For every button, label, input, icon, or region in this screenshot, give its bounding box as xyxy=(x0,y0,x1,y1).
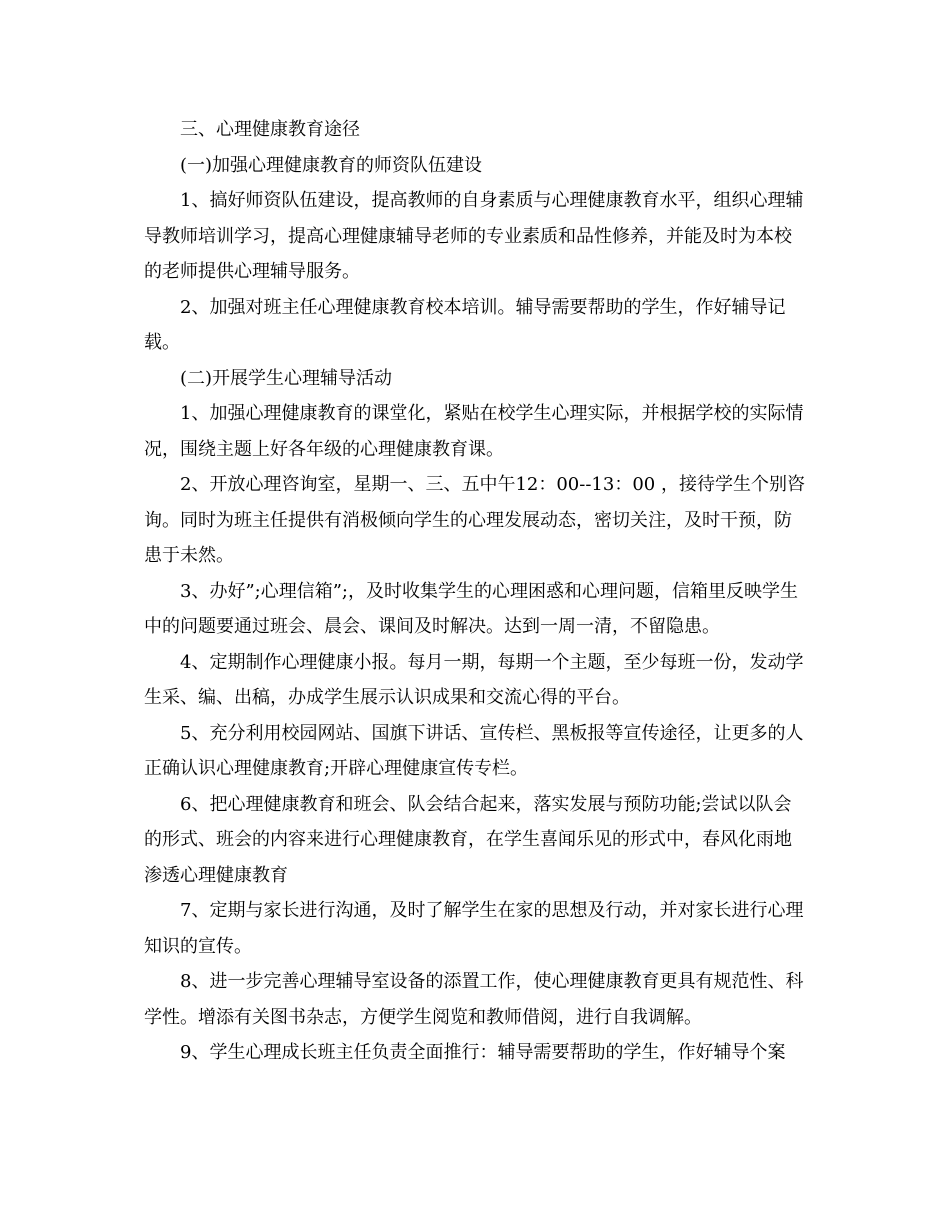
paragraph: 1、加强心理健康教育的课堂化，紧贴在校学生心理实际，并根据学校的实际情况，围绕主题上好各年级的心理健康教育课。 xyxy=(144,403,804,460)
paragraph: 2、加强对班主任心理健康教育校本培训。辅导需要帮助的学生，作好辅导记载。 xyxy=(144,296,786,353)
paragraph: 6、把心理健康教育和班会、队会结合起来，落实发展与预防功能;尝试以队会的形式、班会的内容来进行心理健康教育，在学生喜闻乐见的形式中，春风化雨地渗透心理健康教育 xyxy=(144,793,792,886)
paragraph: 3、办好”;心理信箱”;，及时收集学生的心理困惑和心理问题，信箱里反映学生中的问题要通过班会、晨会、课间及时解决。达到一周一清，不留隐患。 xyxy=(144,580,798,637)
paragraph: 1、搞好师资队伍建设，提高教师的自身素质与心理健康教育水平，组织心理辅导教师培训学习，提高心理健康辅导老师的专业素质和品性修养，并能及时为本校的老师提供心理辅导服务。 xyxy=(144,190,804,282)
paragraph: 2、开放心理咨询室，星期一、三、五中午12：00--13：00 ，接待学生个别咨询。同时为班主任提供有消极倾向学生的心理发展动态，密切关注，及时干预，防患于未然。 xyxy=(144,474,805,566)
paragraph: 5、充分利用校园网站、国旗下讲话、宣传栏、黑板报等宣传途径，让更多的人正确认识心理健康教育;开辟心理健康宣传专栏。 xyxy=(144,722,804,779)
paragraph: 9、学生心理成长班主任负责全面推行：辅导需要帮助的学生，作好辅导个案 xyxy=(180,1042,786,1063)
paragraph: 8、进一步完善心理辅导室设备的添置工作，使心理健康教育更具有规范性、科学性。增添有关图书杂志，方便学生阅览和教师借阅，进行自我调解。 xyxy=(144,971,804,1028)
document-body xyxy=(144,112,806,1071)
subsection-heading: (一)加强心理健康教育的师资队伍建设 xyxy=(180,154,483,176)
section-heading: 三、心理健康教育途径 xyxy=(180,119,360,140)
subsection-heading: (二)开展学生心理辅导活动 xyxy=(180,367,393,389)
paragraph: 4、定期制作心理健康小报。每月一期，每期一个主题，至少每班一份，发动学生采、编、出稿，办成学生展示认识成果和交流心得的平台。 xyxy=(144,651,804,708)
paragraph: 7、定期与家长进行沟通，及时了解学生在家的思想及行动，并对家长进行心理知识的宣传。 xyxy=(144,900,804,957)
